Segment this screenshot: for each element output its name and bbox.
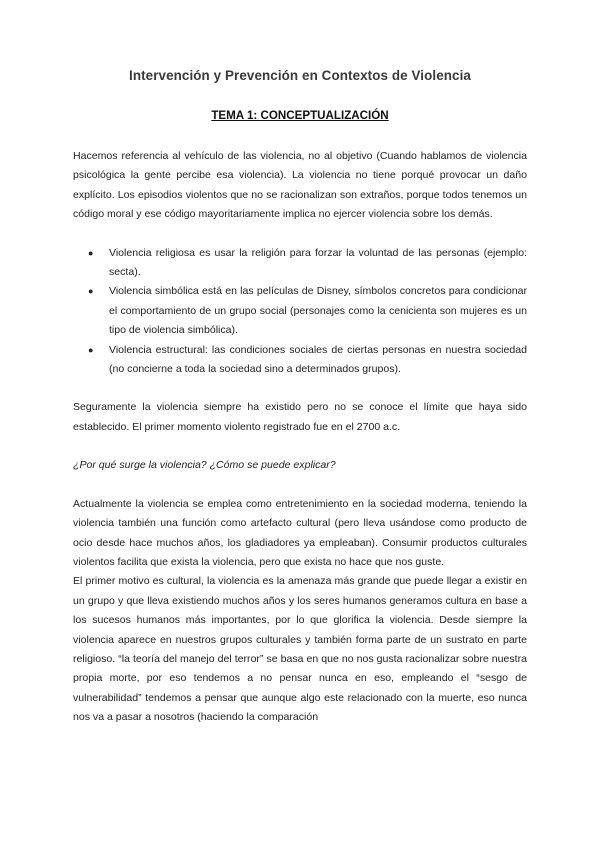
history-paragraph: Seguramente la violencia siempre ha existido pero no se conoce el límite que haya sido establecido. El primer momento violento registrado fue en el 2700 a.c. xyxy=(73,401,527,433)
section-title: TEMA 1: CONCEPTUALIZACIÓN xyxy=(211,109,389,122)
list-item xyxy=(73,282,527,340)
document-page xyxy=(73,68,527,728)
list-item xyxy=(73,244,527,283)
list-item xyxy=(73,341,527,380)
list-item-text: Violencia religiosa es usar la religión para forzar la voluntad de las personas (ejemplo: secta). xyxy=(109,246,527,279)
bullet-icon: ● xyxy=(88,247,94,258)
violence-types-list xyxy=(73,244,527,380)
intro-paragraph: Hacemos referencia al vehículo de las violencia, no al objetivo (Cuando hablamos de violencia psicológica la gente percibe esa violencia). La violencia no tiene porqué provocar un daño explícito. Los episodios violentos que no se racionalizan son extraños, porque todos tenemos un código moral y ese código mayoritariamente implica no ejercer violencia sobre los demás. xyxy=(73,150,527,221)
list-item-text: Violencia simbólica está en las películas de Disney, símbolos concretos para condicionar el comportamiento de un grupo social (personajes como la cenicienta son mujeres es un tipo de violencia simbólica). xyxy=(109,285,527,337)
cultural-paragraph: El primer motivo es cultural, la violencia es la amenaza más grande que puede llegar a existir en un grupo y que lleva existiendo muchos años y los seres humanos generamos cultura en base a los sucesos humanos más importantes, por lo que glorifica la violencia. Desde siempre la violencia aparece en nuestros grupos culturales y también forma parte de un sustrato en parte religioso. “la teoría del manejo del terror” se basa en que no nos gusta racionalizar sobre nuestra propia morte, por eso tendemos a no pensar nunca en eso, empleando el “sesgo de vulnerabilidad” tendemos a pensar que aunque algo este relacionado con la muerte, eso nunca nos va a pasar a nosotros (haciendo la comparación xyxy=(73,575,527,724)
bullet-icon: ● xyxy=(88,286,94,297)
entertainment-paragraph: Actualmente la violencia se emplea como entretenimiento en la sociedad moderna, teniendo la violencia también una función como artefacto cultural (pero lleva usándose como producto de ocio desde hace muchos años, los gladiadores ya empleaban). Consumir productos culturales violentos facilita que exista la violencia, pero que exista no hace que nos guste. xyxy=(73,497,527,568)
document-title: Intervención y Prevención en Contextos de Violencia xyxy=(129,68,471,83)
question-heading: ¿Por qué surge la violencia? ¿Cómo se puede explicar? xyxy=(73,459,336,472)
list-item-text: Violencia estructural: las condiciones sociales de ciertas personas en nuestra sociedad (no concierne a toda la sociedad sino a determinados grupos). xyxy=(109,343,527,376)
bullet-icon: ● xyxy=(88,344,94,355)
